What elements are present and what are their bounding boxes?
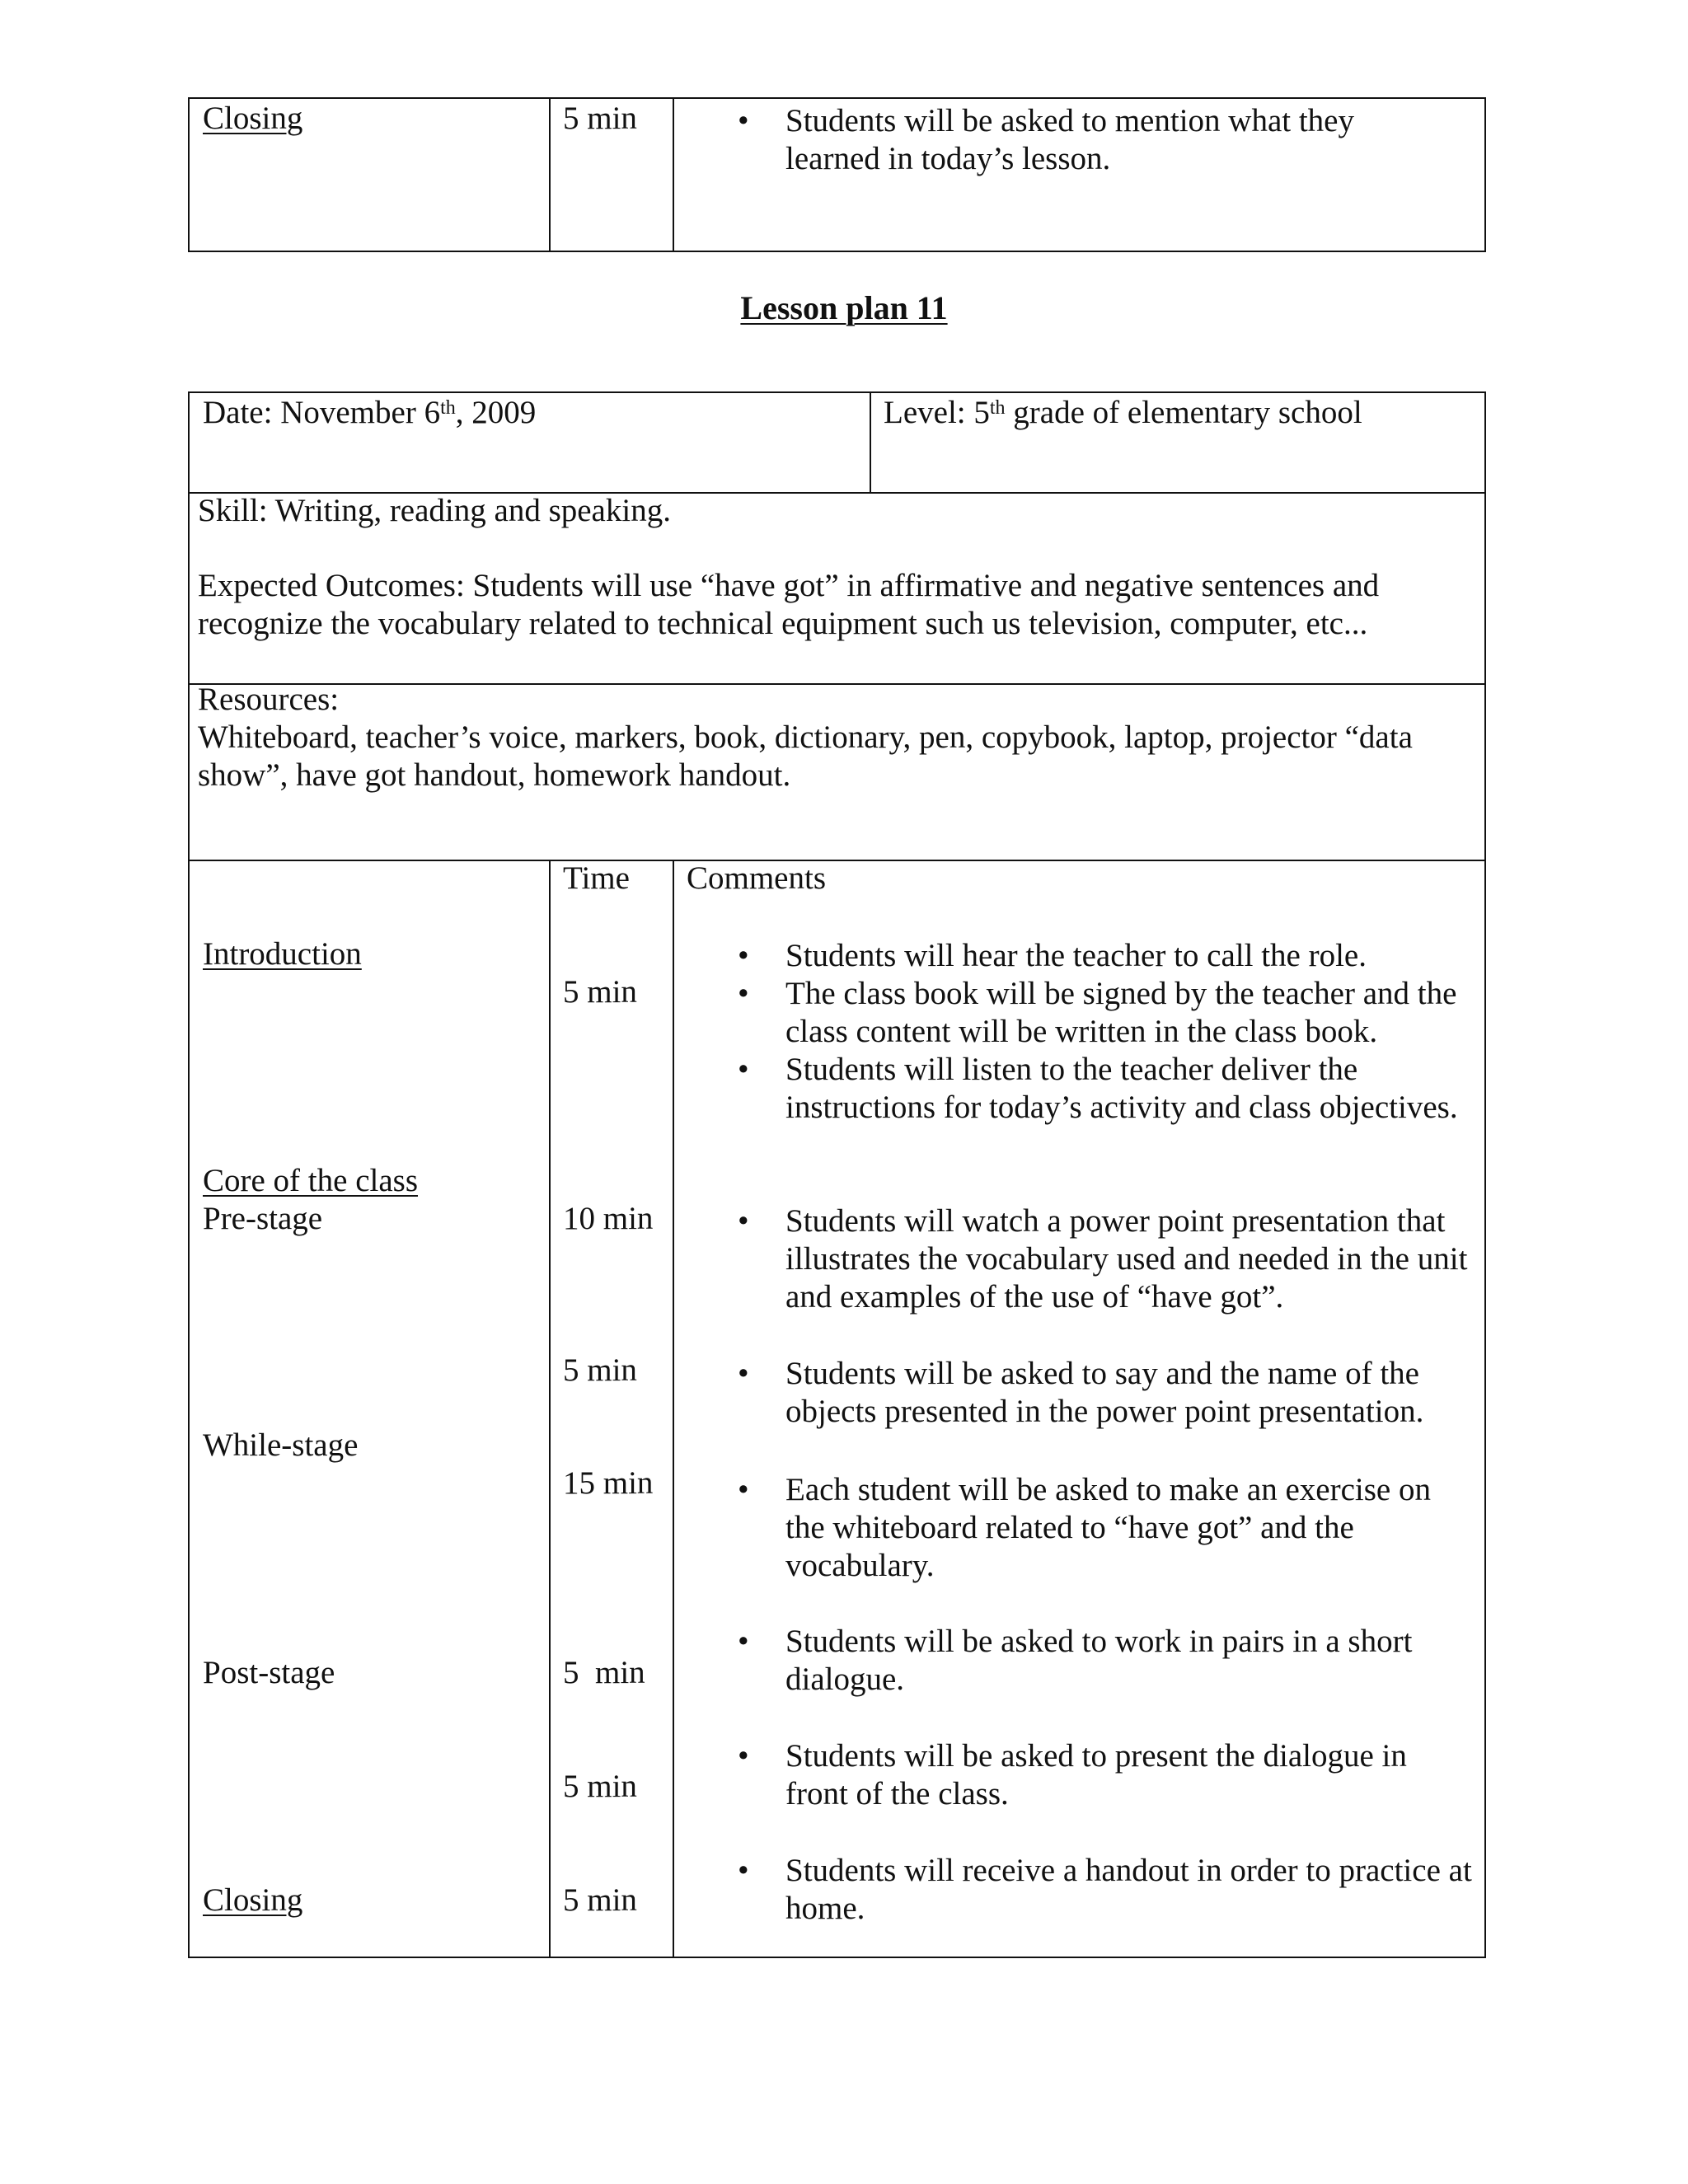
top-stage-closing: Closing bbox=[203, 101, 303, 136]
comments-post-list bbox=[729, 1623, 1475, 1699]
comments-while-list bbox=[729, 1471, 1475, 1585]
time-pre-stage: 10 min bbox=[563, 1201, 654, 1236]
comment-item: • Students will watch a power point presentation that illustrates the vocabulary used and needed in the unit and examples of the use of “have got”. bbox=[729, 1202, 1479, 1316]
comments-header: Comments bbox=[687, 860, 827, 896]
time-while-stage: 15 min bbox=[563, 1465, 654, 1501]
time-post-stage: 5 min bbox=[563, 1655, 645, 1690]
comment-item: • The class book will be signed by the teacher and the class content will be written in the class book. bbox=[729, 975, 1475, 1051]
comments-closing-list bbox=[729, 1852, 1475, 1928]
comment-item: • Students will listen to the teacher deliver the instructions for today’s activity and class objectives. bbox=[729, 1051, 1475, 1127]
comments-pre-list bbox=[729, 1202, 1479, 1316]
skill-text: Skill: Writing, reading and speaking. bbox=[198, 493, 671, 528]
time-pre-stage-2: 5 min bbox=[563, 1352, 637, 1388]
top-comment: • Students will be asked to mention what they learned in today’s lesson. bbox=[729, 102, 1405, 178]
resources-text: Whiteboard, teacher’s voice, markers, book, dictionary, pen, copybook, laptop, projector “data show”, have got handout, homework handout. bbox=[198, 719, 1413, 793]
time-post-stage-2: 5 min bbox=[563, 1769, 637, 1804]
comment-item: • Each student will be asked to make an exercise on the whiteboard related to “have got” and the vocabulary. bbox=[729, 1471, 1475, 1585]
expected-outcomes: Expected Outcomes: Students will use “have got” in affirmative and negative sentences and recognize the vocabulary related to technical equipment such us television, computer, etc... bbox=[198, 568, 1380, 641]
time-header: Time bbox=[563, 860, 630, 896]
date-field: Date: November 6th, 2009 bbox=[203, 395, 537, 430]
page-title: Lesson plan 11 bbox=[740, 289, 948, 326]
stage-post: Post-stage bbox=[203, 1655, 335, 1690]
comments-pre2-list bbox=[729, 1355, 1475, 1431]
top-comment-list bbox=[729, 102, 1405, 178]
comment-item: • Students will hear the teacher to call the role. bbox=[729, 937, 1475, 975]
comment-item: • Students will be asked to work in pairs in a short dialogue. bbox=[729, 1623, 1475, 1699]
time-introduction: 5 min bbox=[563, 974, 637, 1010]
comment-item: • Students will be asked to present the dialogue in front of the class. bbox=[729, 1737, 1475, 1813]
comment-item: • Students will be asked to say and the name of the objects presented in the power point presentation. bbox=[729, 1355, 1475, 1431]
time-closing: 5 min bbox=[563, 1882, 637, 1918]
stage-introduction: Introduction bbox=[203, 936, 362, 972]
comments-post2-list bbox=[729, 1737, 1475, 1813]
comments-intro-list bbox=[729, 937, 1475, 1127]
stage-core: Core of the class bbox=[203, 1163, 419, 1198]
resources-label: Resources: bbox=[198, 682, 340, 717]
comment-item: • Students will receive a handout in order to practice at home. bbox=[729, 1852, 1475, 1928]
stage-closing: Closing bbox=[203, 1882, 303, 1918]
level-field: Level: 5th grade of elementary school bbox=[884, 395, 1362, 430]
stage-while: While-stage bbox=[203, 1427, 359, 1463]
top-time: 5 min bbox=[563, 101, 637, 136]
stage-pre: Pre-stage bbox=[203, 1201, 323, 1236]
